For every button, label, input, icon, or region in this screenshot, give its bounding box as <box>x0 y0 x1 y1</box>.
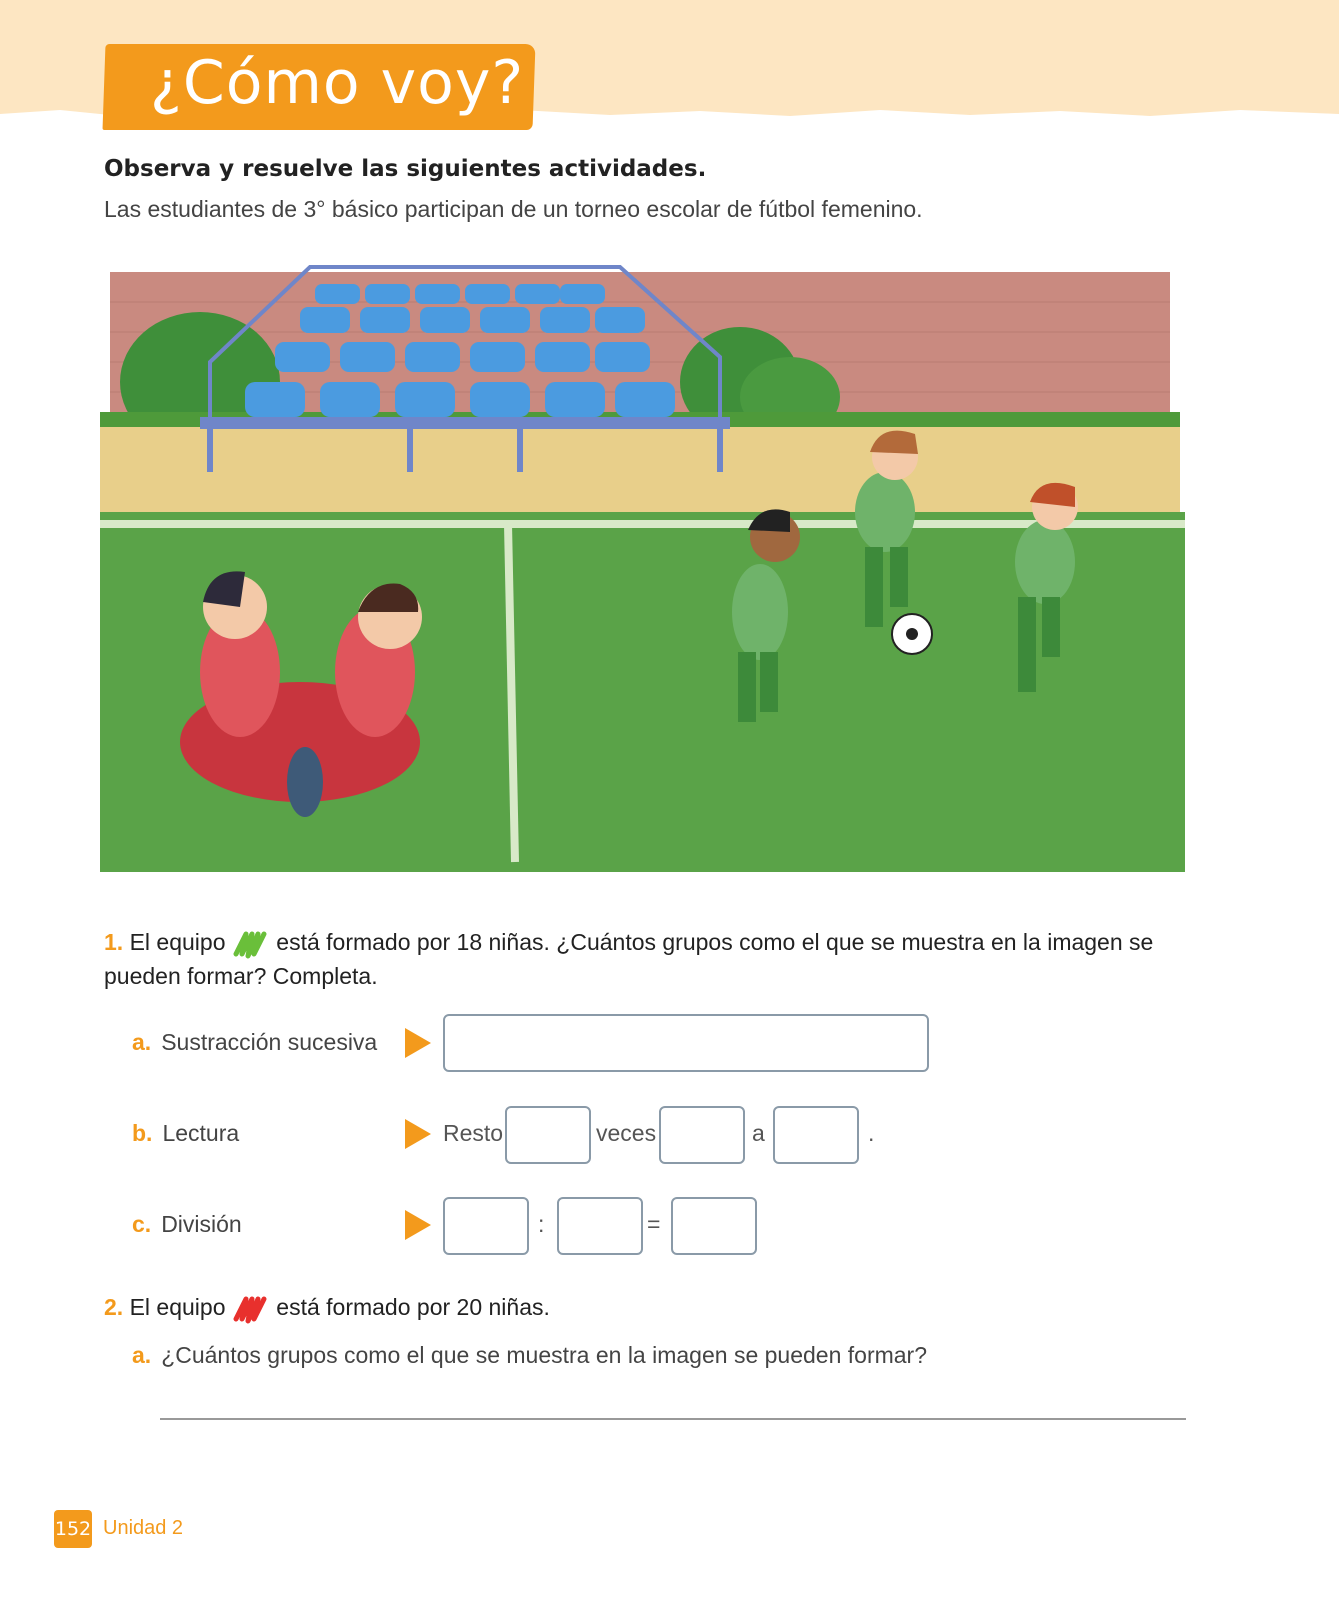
division-divisor-box[interactable] <box>557 1197 643 1255</box>
item-b-label <box>132 1120 239 1147</box>
soccer-field-illustration <box>100 262 1200 892</box>
question-1 <box>104 926 1154 993</box>
item-text: División <box>161 1211 242 1237</box>
item-text: Sustracción sucesiva <box>161 1029 378 1055</box>
reading-word-a: a <box>752 1120 765 1146</box>
question-text-start: El equipo <box>129 1294 226 1321</box>
reading-word-veces: veces <box>596 1120 657 1146</box>
red-team-marker-icon <box>232 1293 270 1325</box>
question-number: 1. <box>104 929 124 955</box>
item-letter: a. <box>132 1029 152 1055</box>
equals-symbol: = <box>647 1211 661 1237</box>
division-quotient-box[interactable] <box>671 1197 757 1255</box>
reading-box-2[interactable] <box>659 1106 745 1164</box>
question-text-end: está formado por 18 niñas. ¿Cuántos grupos como el que se muestra en la imagen se pueden formar? Completa. <box>104 929 1154 989</box>
item-text: ¿Cuántos grupos como el que se muestra en la imagen se pueden formar? <box>161 1342 928 1368</box>
reading-box-1[interactable] <box>505 1106 591 1164</box>
green-team-marker-icon <box>232 928 270 960</box>
item-letter: c. <box>132 1211 152 1237</box>
context-text: Las estudiantes de 3° básico participan de un torneo escolar de fútbol femenino. <box>104 196 923 222</box>
question-text-start: El equipo <box>129 929 226 955</box>
item-letter: b. <box>132 1120 153 1146</box>
question-number: 2. <box>104 1294 124 1321</box>
unit-label: Unidad 2 <box>103 1517 184 1539</box>
item-a-label <box>132 1029 377 1056</box>
arrow-right-icon <box>405 1119 431 1149</box>
reading-period: . <box>868 1120 875 1146</box>
item-letter: a. <box>132 1342 152 1368</box>
question-2 <box>104 1293 550 1325</box>
answer-line[interactable] <box>160 1418 1186 1420</box>
page-title: ¿Cómo voy? <box>150 48 525 118</box>
sand-track <box>100 427 1180 517</box>
question-2a <box>132 1342 927 1369</box>
item-text: Lectura <box>162 1120 240 1146</box>
item-c-label <box>132 1211 242 1238</box>
subtraction-answer-box[interactable] <box>443 1014 929 1072</box>
page-number: 152 <box>54 1510 92 1548</box>
arrow-right-icon <box>405 1210 431 1240</box>
reading-word-resto: Resto <box>443 1120 504 1146</box>
instruction: Observa y resuelve las siguientes actividades. <box>104 156 707 182</box>
question-text-end: está formado por 20 niñas. <box>276 1294 550 1321</box>
division-dividend-box[interactable] <box>443 1197 529 1255</box>
arrow-right-icon <box>405 1028 431 1058</box>
division-symbol: : <box>538 1211 545 1237</box>
reading-box-3[interactable] <box>773 1106 859 1164</box>
